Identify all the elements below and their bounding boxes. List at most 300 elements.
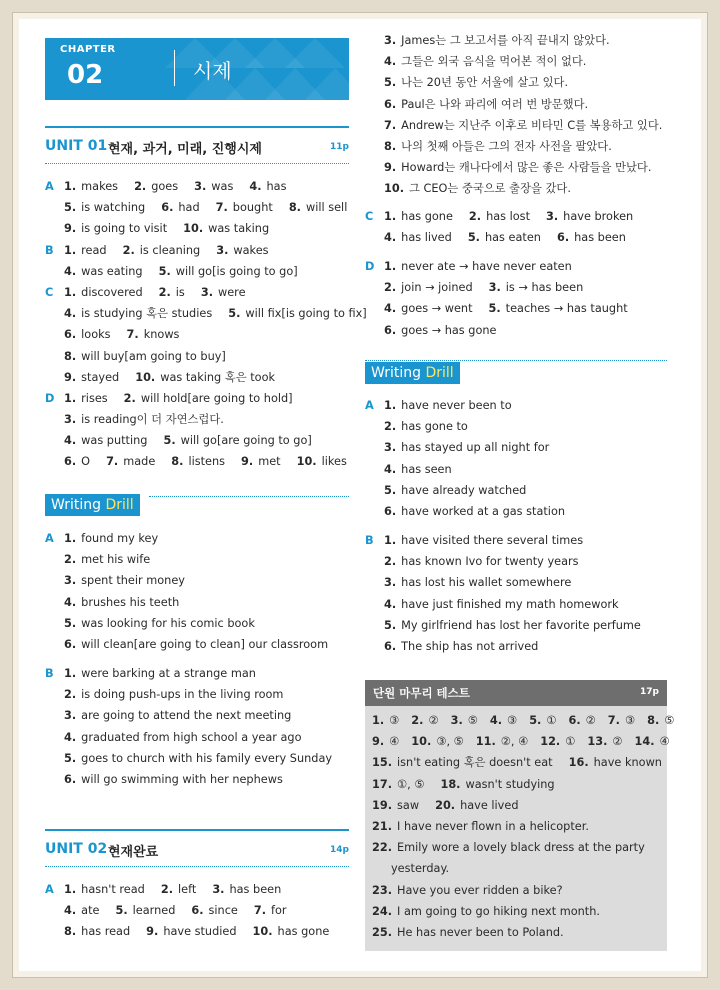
answer-item [191,900,238,921]
answer-text: is watching [81,201,146,215]
answer-text: have already watched [401,483,527,497]
answer-text: knows [143,328,180,342]
answer-text: will hold[are going to hold] [140,391,293,405]
writing-drill-heading [365,362,667,384]
answer-text: ③ [507,714,518,727]
unit-test-title: 단원 마무리 테스트 [373,686,470,700]
answer-text: were barking at a strange man [81,667,256,680]
answer-text: ④ [659,735,670,749]
section-mark: A [45,883,54,896]
answer-item [297,451,347,472]
answer-text: teaches → has taught [505,302,628,316]
answer-text: was looking for his comic book [81,616,255,630]
section-mark: B [45,667,54,680]
answer-item [411,710,438,731]
answer-text: is doing push-ups in the living room [81,688,284,702]
answer-number: 10. [296,455,317,469]
answer-number: 5. [115,904,128,918]
answer-text: I am going to go hiking next month. [397,904,600,918]
answer-number: 1. [384,210,397,223]
answer-row [45,634,350,655]
answer-number: 1. [384,534,397,547]
answer-item [372,837,645,858]
answer-text: has gone [401,210,453,223]
answer-text: James는 그 보고서를 아직 끝내지 않았다. [401,34,610,47]
answer-row [365,530,670,551]
answer-item [253,921,330,942]
answer-text: rises [81,391,108,405]
answer-row [45,592,350,613]
answer-item [216,240,268,261]
answer-item [64,388,108,409]
answer-text: has seen [401,462,452,476]
answer-number: 2. [468,210,482,223]
answer-text: has read [81,925,131,939]
chapter-banner [45,38,349,100]
answer-item [64,634,328,655]
answer-item [64,261,143,282]
answer-text: 그들은 외국 음식을 먹어본 적이 없다. [401,55,587,69]
answer-item [568,710,595,731]
answer-row [365,30,670,51]
answer-row [45,261,350,282]
unit-label: UNIT 02 [45,841,108,857]
answer-item [469,206,530,227]
answer-number: 6. [556,231,570,245]
answer-row [365,594,670,615]
answer-text: saw [397,798,420,812]
answer-text: likes [321,455,347,469]
answer-number: 7. [253,904,267,918]
answer-number: 2. [64,688,77,702]
answer-row [365,459,670,480]
answer-text: has eaten [484,231,541,245]
answer-text: read [81,243,107,257]
answer-item [183,218,269,239]
answer-number: 4. [384,302,397,316]
answer-number: 5. [384,76,397,90]
answer-row [45,324,350,345]
answer-number: 8. [384,139,397,153]
unit-rule [45,829,349,831]
answer-number: 5. [163,434,176,448]
answer-number: 1. [372,714,385,727]
dotted-rule [365,360,667,361]
answer-text: was taking [208,222,270,236]
answer-number: 5. [64,616,77,630]
answer-text: ①, ⑤ [397,777,425,791]
answer-number: 7. [215,201,228,215]
answer-number: 5. [384,618,397,632]
answer-text: had [178,201,200,215]
answer-text: is cleaning [139,243,201,257]
answer-row [365,395,670,416]
answer-row [365,501,670,522]
answer-row [45,613,350,634]
answer-row [45,769,350,790]
answer-text: ② [585,714,596,727]
unit-test-box [365,680,675,951]
answer-row [365,572,670,593]
answer-item [569,752,662,773]
answer-text: wakes [233,243,269,257]
answer-item [64,769,283,790]
writing-drill-badge [45,494,140,516]
answer-number: 1. [384,260,397,273]
answer-item [64,367,119,388]
answer-number: 6. [161,201,174,215]
writing-word: Writing [51,497,101,513]
chapter-title: 시제 [193,59,232,83]
writing-word: Writing [371,365,421,381]
answer-number: 6. [568,714,581,727]
answer-item [384,459,452,480]
answer-item [161,197,199,218]
answer-row [365,178,670,199]
answer-number: 3. [64,413,77,427]
answer-number: 7. [607,714,620,727]
answer-row [365,320,670,341]
answer-number: 8. [288,201,301,215]
answer-item [163,430,311,451]
answer-row [45,388,350,409]
answer-item [384,594,619,615]
chapter-number: 02 [67,60,104,90]
answer-number: 3. [212,883,225,896]
answer-row [45,367,350,388]
answer-number: 4. [384,55,397,69]
section-mark: A [45,180,54,193]
writing-drill-heading [45,494,349,516]
answer-number: 2. [134,180,147,193]
unit-page: 11p [330,142,349,152]
answer-number: 4. [64,307,77,321]
answer-row [45,663,350,684]
answer-number: 3. [64,709,77,723]
answer-number: 1. [64,667,77,680]
answer-item [64,663,256,684]
answer-item [64,240,107,261]
answer-text: has lost his wallet somewhere [401,576,572,590]
answer-item [468,227,541,248]
answer-text: never ate → have never eaten [401,260,572,273]
unit-02-answers [45,879,350,943]
writing-drill-1-B [45,663,350,790]
answer-number: 6. [384,97,397,111]
section-mark: A [365,399,374,412]
answer-text: were [217,285,246,299]
answer-number: 6. [191,904,204,918]
answer-number: 5. [467,231,480,245]
answer-number: 2. [160,883,174,896]
answer-item [241,451,281,472]
answer-item [372,901,600,922]
answer-item [411,731,463,752]
answer-number: 3. [488,281,501,295]
answer-text: Howard는 캐나다에서 많은 좋은 사람들을 만났다. [401,161,652,175]
answer-number: 2. [123,391,136,405]
answer-item [64,176,118,197]
answer-number: 5. [158,264,171,278]
answer-number: 2. [384,555,397,569]
answer-text: was [211,180,234,193]
answer-item [64,324,111,345]
answer-number: 8. [64,925,77,939]
answer-item [64,528,158,549]
answer-text: will go[is going to go] [175,264,298,278]
answer-item [249,176,286,197]
answer-row [365,115,670,136]
answer-text: ① [565,735,576,749]
answer-item [254,900,287,921]
answer-number: 6. [384,639,397,653]
answer-item [64,451,90,472]
answer-text: will clean[are going to clean] our classroom [81,637,329,651]
answer-text: wasn't studying [465,777,555,791]
answer-number: 7. [384,118,397,132]
answer-number: 2. [158,285,171,299]
answer-number: 4. [384,597,397,611]
chapter-divider [174,50,175,86]
answer-number: 24. [372,904,393,918]
answer-number: 4. [64,434,77,448]
answer-item [372,774,424,795]
answer-row [365,480,670,501]
answer-item [557,227,626,248]
test-row [372,752,664,773]
answer-item [384,572,571,593]
answer-text: will go swimming with her nephews [81,772,283,786]
test-row [372,880,664,901]
answer-number: 4. [489,714,503,727]
answer-row [365,227,670,248]
answer-text: He has never been to Poland. [397,925,564,939]
answer-item [64,705,291,726]
answer-text: has lost [486,210,531,223]
answer-text: has known Ivo for twenty years [401,555,579,569]
answer-text: was taking 혹은 took [160,370,276,384]
section-mark: B [365,534,374,547]
answer-number: 9. [64,222,77,236]
writing-drill-2-A [365,395,670,522]
answer-text: ④ [389,735,400,749]
answer-item [384,395,512,416]
answer-number: 9. [372,735,385,749]
section-mark: C [365,210,374,223]
answer-row [365,636,670,657]
answer-row [45,176,350,197]
answer-text: goes [151,180,179,193]
answer-number: 6. [384,504,397,518]
answer-text: spent their money [81,574,185,588]
answer-text: hasn't read [81,883,145,896]
answer-item [212,879,281,900]
answer-item [384,94,588,115]
answer-number: 20. [435,798,456,812]
answer-number: 2. [411,714,424,727]
answer-item [384,437,549,458]
answer-number: 3. [546,210,559,223]
answer-item [635,731,670,752]
answer-number: 12. [540,735,561,749]
answer-number: 5. [64,201,77,215]
answer-text: ate [81,904,100,918]
answer-number: 6. [64,328,77,342]
answer-number: 4. [64,264,77,278]
answer-number: 14. [634,735,655,749]
section-mark: D [45,391,55,405]
answer-item [647,710,674,731]
answer-text: stayed [81,370,120,384]
answer-number: 19. [372,798,393,812]
answer-item [64,282,143,303]
answer-text: has [266,180,287,193]
answer-number: 6. [64,455,77,469]
answer-item [546,206,633,227]
answer-row [45,218,350,239]
answer-text: is [175,285,185,299]
answer-text: brushes his teeth [81,595,180,609]
test-row [372,901,664,922]
answer-number: 6. [64,772,77,786]
answer-row [365,277,670,298]
answer-text: learned [132,904,176,918]
answer-text: will sell [305,201,348,215]
answer-item [372,731,399,752]
answer-row [365,615,670,636]
answer-number: 1. [64,285,77,299]
answer-text: ② [428,714,439,727]
answer-text: have visited there several times [401,534,584,547]
answer-number: 6. [64,637,77,651]
answer-item [64,570,185,591]
answer-row [45,303,367,324]
answer-row [45,451,350,472]
answer-text: discovered [81,285,143,299]
answer-number: 7. [126,328,139,342]
answer-item [489,277,584,298]
answer-number: 4. [384,462,397,476]
answer-item [106,451,155,472]
answer-row [365,72,670,93]
answer-number: 8. [171,455,184,469]
chapter-label: CHAPTER [60,44,116,55]
answer-row [45,528,350,549]
answer-text: My girlfriend has lost her favorite perfume [401,618,641,632]
answer-number: 3. [384,576,397,590]
answer-text: made [123,455,156,469]
answer-row [365,51,670,72]
answer-number: 17. [372,777,393,791]
answer-item [159,282,185,303]
writing-drill-badge [365,362,460,384]
answer-text: graduated from high school a year ago [81,730,302,744]
answer-number: 1. [64,243,77,257]
answer-item [372,752,553,773]
answer-item [372,710,399,731]
answer-row [365,157,670,178]
answer-text: left [178,883,197,896]
dotted-rule [149,496,349,497]
answer-number: 4. [249,180,262,193]
answer-number: 5. [64,751,77,765]
answer-text: was putting [81,434,148,448]
answer-item [608,710,635,731]
answer-row [45,549,350,570]
answer-item [451,710,478,731]
answer-number: 4. [64,595,77,609]
answer-item [64,684,283,705]
answer-item [159,261,298,282]
answer-item [115,900,175,921]
unit-test-answers [372,710,675,943]
answer-number: 22. [372,841,393,855]
answer-item [384,298,473,319]
unit-02-B-answers [365,30,670,200]
answer-row [45,921,350,942]
answer-text: ③ [624,714,636,727]
answer-item [384,551,579,572]
answer-number: 9. [384,161,397,175]
answer-item [216,197,273,218]
answer-item [540,731,575,752]
answer-text: has lived [401,231,452,245]
answer-item [435,795,518,816]
answer-row [365,136,670,157]
answer-item [134,176,178,197]
answer-text: listens [188,455,226,469]
answer-text: Have you ever ridden a bike? [397,883,563,897]
section-mark: D [365,260,375,273]
test-row [372,837,664,858]
section-mark: C [45,285,54,299]
answer-item [64,900,99,921]
answer-text: met [258,455,281,469]
answer-number: 3. [384,441,397,455]
answer-number: 25. [372,925,393,939]
answer-item [289,197,348,218]
answer-text: Andrew는 지난주 이후로 비타민 C를 복용하고 있다. [401,118,663,132]
answer-text: has stayed up all night for [401,441,550,455]
answer-number: 2. [64,553,77,567]
answer-item [64,727,302,748]
answer-text: have studied [163,925,237,939]
answer-item [161,879,196,900]
unit-title: 현재완료 [108,845,159,860]
answer-item [384,136,612,157]
answer-text: goes → went [401,302,473,316]
answer-number: 5. [384,483,397,497]
answer-text: isn't eating 혹은 doesn't eat [397,756,553,770]
answer-row [45,748,350,769]
unit-02-C-answers [365,206,670,248]
answer-text: is studying 혹은 studies [81,307,213,321]
answer-number: 1. [64,883,77,896]
answer-item [64,430,147,451]
answer-item [64,748,332,769]
answer-text: The ship has not arrived [401,639,539,653]
answer-item [587,731,622,752]
answer-item [384,416,468,437]
answer-text: ⑤ [467,714,478,727]
answer-number: 10. [411,735,432,749]
answer-item [384,178,571,199]
answer-text: ③, ⑤ [436,735,464,749]
answer-text: have just finished my math homework [401,597,619,611]
answer-text: since [208,904,238,918]
answer-number: 3. [200,285,213,299]
answer-number: 4. [64,904,77,918]
